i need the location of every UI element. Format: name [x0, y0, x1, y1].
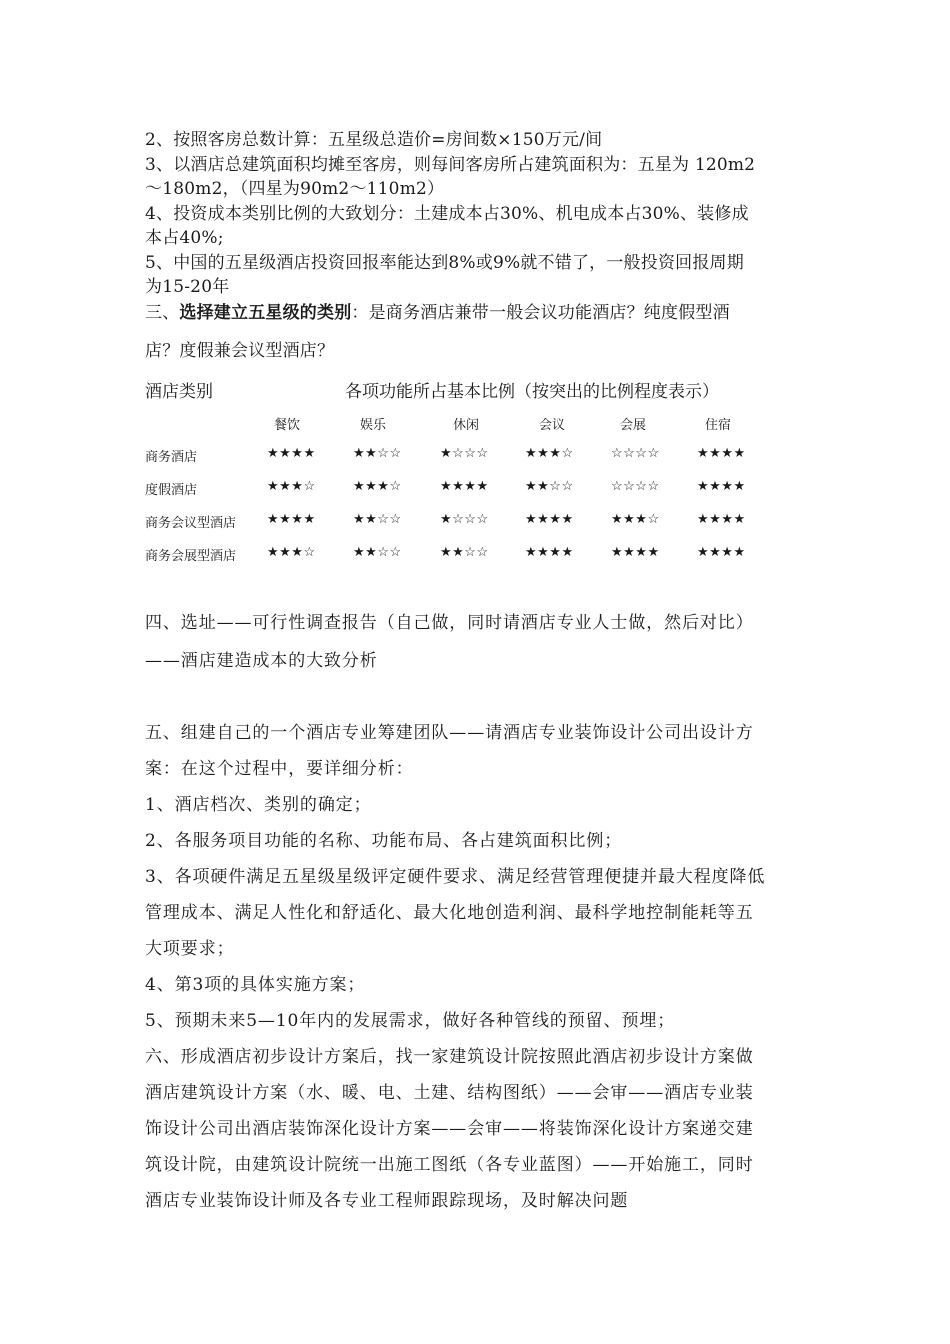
column-header: 休闲: [452, 418, 479, 433]
section-heading: [145, 303, 730, 323]
heading-prefix: 三、: [145, 303, 180, 323]
table-label-right: 各项功能所占基本比例（按突出的比例程度表示）: [345, 382, 719, 402]
star-rating: ★★★★: [525, 545, 574, 560]
star-rating: ★★★★: [697, 545, 746, 560]
heading-rest: ：是商务酒店兼带一般会议功能酒店？纯度假型酒: [351, 303, 730, 323]
star-rating: ★★★☆: [611, 512, 660, 527]
column-header: 住宿: [704, 418, 731, 433]
paragraph-line: 大项要求；: [145, 939, 235, 959]
heading-bold-text: 选择建立五星级的类别: [179, 303, 352, 323]
row-label: 商务会展型酒店: [145, 549, 237, 564]
star-rating: ★☆☆☆: [440, 446, 489, 461]
paragraph-line: 管理成本、满足人性化和舒适化、最大化地创造利润、最科学地控制能耗等五: [145, 903, 754, 923]
star-rating: ★★☆☆: [353, 545, 402, 560]
list-item: 5、预期未来5—10年内的发展需求，做好各种管线的预留、预埋；: [145, 1011, 676, 1031]
star-rating: ★★★★: [525, 512, 574, 527]
column-header: 餐饮: [273, 418, 300, 433]
star-rating: ★★★☆: [267, 479, 316, 494]
section-heading: 五、组建自己的一个酒店专业筹建团队——请酒店专业装饰设计公司出设计方: [145, 723, 754, 743]
list-item: 3、各项硬件满足五星级星级评定硬件要求、满足经营管理便捷并最大程度降低: [145, 867, 766, 887]
star-rating: ★★★★: [267, 512, 316, 527]
list-item: 2、各服务项目功能的名称、功能布局、各占建筑面积比例；: [145, 831, 623, 851]
column-header: 娱乐: [359, 418, 386, 433]
paragraph-line: 4、投资成本类别比例的大致划分：土建成本占30%、机电成本占30%、装修成: [145, 204, 749, 224]
star-rating: ★★★★: [697, 479, 746, 494]
star-rating: ★★★★: [611, 545, 660, 560]
star-rating: ☆☆☆☆: [611, 446, 660, 461]
star-rating: ★★★☆: [353, 479, 402, 494]
paragraph-line: 2、按照客房总数计算：五星级总造价=房间数×150万元/间: [145, 130, 603, 150]
paragraph-line: 筑设计院，由建筑设计院统一出施工图纸（各专业蓝图）——开始施工，同时: [145, 1155, 754, 1175]
paragraph-line: 为15-20年: [145, 277, 230, 297]
list-item: 4、第3项的具体实施方案；: [145, 975, 366, 995]
star-rating: ★★★★: [697, 446, 746, 461]
section-heading: 四、选址——可行性调查报告（自己做，同时请酒店专业人士做，然后对比）: [145, 613, 754, 633]
star-rating: ★★★☆: [267, 545, 316, 560]
star-rating: ★☆☆☆: [440, 512, 489, 527]
star-rating: ★★☆☆: [525, 479, 574, 494]
column-header: 会展: [619, 418, 646, 433]
paragraph-line: 店？度假兼会议型酒店？: [145, 341, 335, 361]
star-rating: ★★☆☆: [353, 512, 402, 527]
section-heading: 六、形成酒店初步设计方案后，找一家建筑设计院按照此酒店初步设计方案做: [145, 1047, 754, 1067]
star-rating: ★★☆☆: [440, 545, 489, 560]
paragraph-line: 本占40%;: [145, 228, 224, 248]
star-rating: ★★★★: [697, 512, 746, 527]
paragraph-line: 酒店专业装饰设计师及各专业工程师跟踪现场，及时解决问题: [145, 1191, 629, 1211]
column-header: 会议: [538, 418, 565, 433]
row-label: 商务会议型酒店: [145, 516, 237, 531]
row-label: 商务酒店: [145, 450, 198, 465]
paragraph-line: ——酒店建造成本的大致分析: [145, 651, 378, 671]
paragraph-line: 案：在这个过程中，要详细分析：: [145, 759, 414, 779]
paragraph-line: 酒店建筑设计方案（水、暖、电、土建、结构图纸）——会审——酒店专业装: [145, 1083, 754, 1103]
paragraph-line: 5、中国的五星级酒店投资回报率能达到8%或9%就不错了，一般投资回报周期: [145, 253, 744, 273]
row-label: 度假酒店: [145, 483, 198, 498]
star-rating: ☆☆☆☆: [611, 479, 660, 494]
star-rating: ★★☆☆: [353, 446, 402, 461]
star-rating: ★★★☆: [525, 446, 574, 461]
star-rating: ★★★★: [440, 479, 489, 494]
table-label-left: 酒店类别: [145, 382, 213, 402]
paragraph-line: 饰设计公司出酒店装饰深化设计方案——会审——将装饰深化设计方案递交建: [145, 1119, 754, 1139]
star-rating: ★★★★: [267, 446, 316, 461]
paragraph-line: 3、以酒店总建筑面积均摊至客房，则每间客房所占建筑面积为：五星为 120m2: [145, 155, 756, 175]
list-item: 1、酒店档次、类别的确定；: [145, 795, 372, 815]
paragraph-line: ～180m2，（四星为90m2～110m2）: [145, 179, 445, 199]
